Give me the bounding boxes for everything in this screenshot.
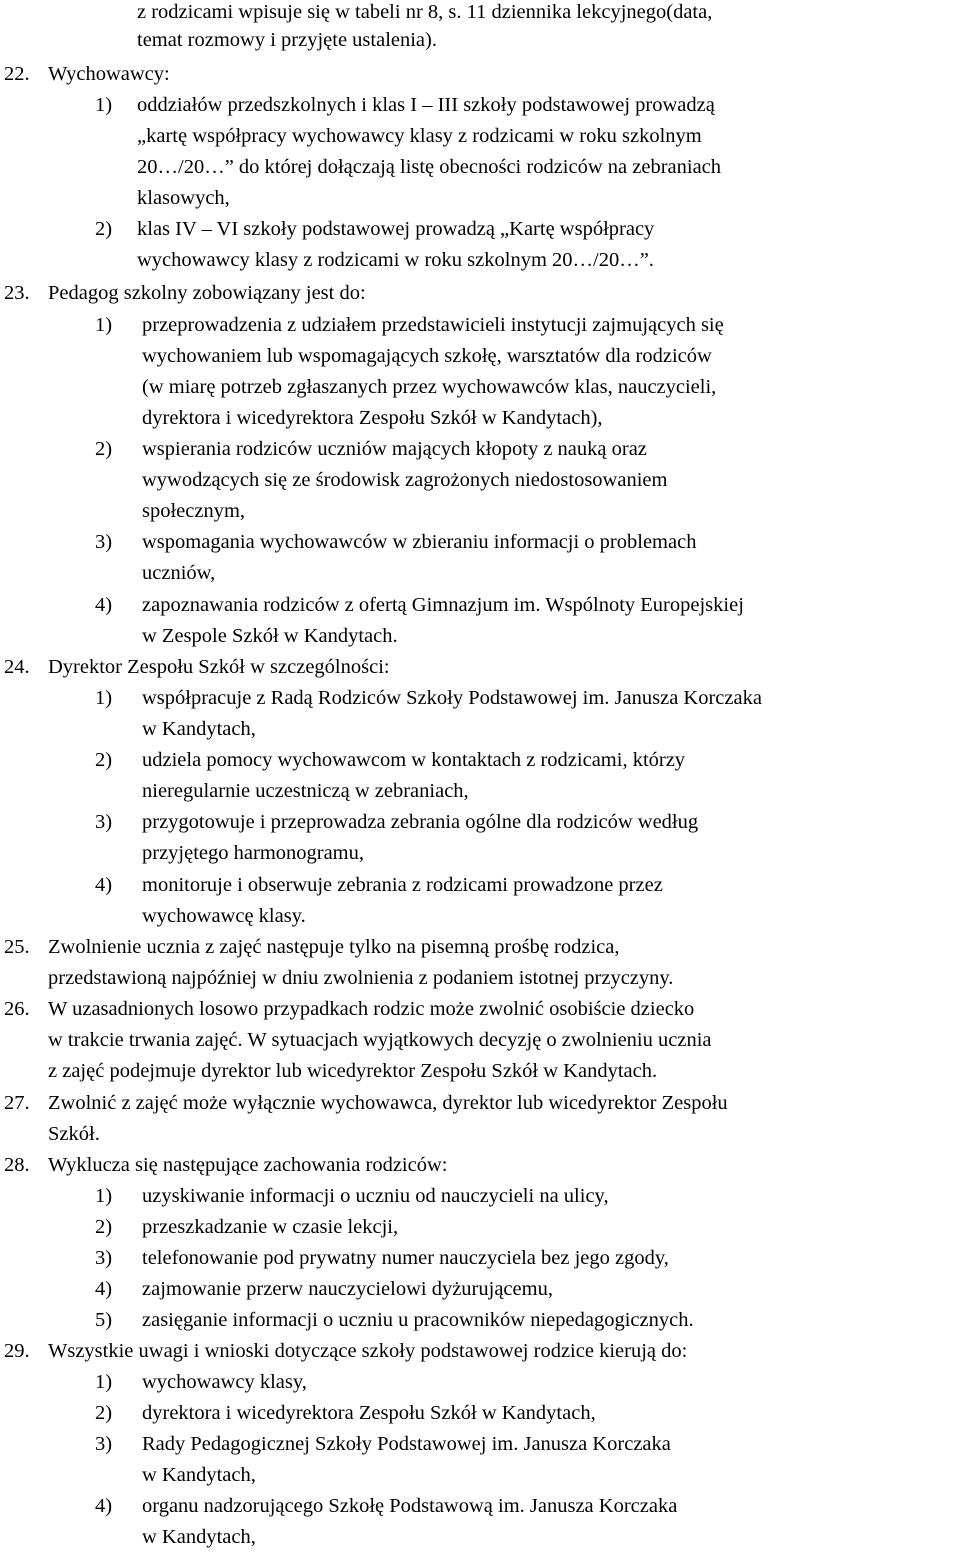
item-number: 26. (4, 998, 30, 1020)
text-line: w Zespole Szkół w Kandytach. (142, 625, 398, 647)
item-number: 28. (4, 1154, 30, 1176)
text-line: wychowawcę klasy. (142, 905, 306, 927)
subitem-number: 3) (95, 1247, 113, 1269)
text-line: w trakcie trwania zajęć. W sytuacjach wyjątkowych decyzję o zwolnieniu ucznia (48, 1029, 712, 1051)
text-line: przeprowadzenia z udziałem przedstawicieli instytucji zajmujących się (142, 314, 724, 336)
item-heading: Wychowawcy: (48, 63, 170, 85)
item-number: 29. (4, 1340, 30, 1362)
subitem-number: 1) (95, 687, 113, 709)
subitem-number: 2) (95, 1216, 113, 1238)
text-line: zapoznawania rodziców z ofertą Gimnazjum im. Wspólnoty Europejskiej (142, 594, 744, 616)
text-line: Zwolnić z zajęć może wyłącznie wychowawca, dyrektor lub wicedyrektor Zespołu (48, 1092, 728, 1114)
text-line: (w miarę potrzeb zgłaszanych przez wychowawców klas, nauczycieli, (142, 376, 717, 398)
item-heading: Dyrektor Zespołu Szkół w szczególności: (48, 656, 390, 678)
text-line: udziela pomocy wychowawcom w kontaktach z rodzicami, którzy (142, 749, 686, 771)
subitem-number: 1) (95, 94, 113, 116)
subitem-number: 1) (95, 314, 113, 336)
text-line: organu nadzorującego Szkołę Podstawową im. Janusza Korczaka (142, 1495, 678, 1517)
item-number: 22. (4, 63, 30, 85)
text-line: wywodzących się ze środowisk zagrożonych niedostosowaniem (142, 469, 668, 491)
text-line: wychowawcy klasy z rodzicami w roku szkolnym 20…/20…”. (137, 249, 654, 271)
text-line: 20…/20…” do której dołączają listę obecności rodziców na zebraniach (137, 156, 722, 178)
text-line: oddziałów przedszkolnych i klas I – III szkoły podstawowej prowadzą (137, 94, 715, 116)
text-line: W uzasadnionych losowo przypadkach rodzic może zwolnić osobiście dziecko (48, 998, 695, 1020)
text-line: klasowych, (137, 187, 230, 209)
subitem-number: 4) (95, 594, 113, 616)
item-heading: Wyklucza się następujące zachowania rodziców: (48, 1154, 448, 1176)
text-line: wspomagania wychowawców w zbieraniu informacji o problemach (142, 531, 697, 553)
subitem-number: 2) (95, 218, 113, 240)
text-line: przeszkadzanie w czasie lekcji, (142, 1216, 399, 1238)
text-line: nieregularnie uczestniczą w zebraniach, (142, 780, 469, 802)
text-line: przedstawioną najpóźniej w dniu zwolnienia z podaniem istotnej przyczyny. (48, 967, 674, 989)
text-line: wychowaniem lub wspomagających szkołę, warsztatów dla rodziców (142, 345, 712, 367)
subitem-number: 3) (95, 531, 113, 553)
text-line: społecznym, (142, 500, 246, 522)
text-line: „kartę współpracy wychowawcy klasy z rodzicami w roku szkolnym (137, 125, 702, 147)
text-line: telefonowanie pod prywatny numer nauczyciela bez jego zgody, (142, 1247, 669, 1269)
text-line: Zwolnienie ucznia z zajęć następuje tylko na pisemną prośbę rodzica, (48, 936, 620, 958)
subitem-number: 5) (95, 1309, 113, 1331)
subitem-number: 4) (95, 1278, 113, 1300)
item-number: 23. (4, 282, 30, 304)
text-line: klas IV – VI szkoły podstawowej prowadzą „Kartę współpracy (137, 218, 655, 240)
text-line: z rodzicami wpisuje się w tabeli nr 8, s. 11 dziennika lekcyjnego(data, (137, 1, 713, 23)
text-line: przygotowuje i przeprowadza zebrania ogólne dla rodziców według (142, 811, 699, 833)
subitem-number: 2) (95, 749, 113, 771)
subitem-number: 4) (95, 1495, 113, 1517)
text-line: wspierania rodziców uczniów mających kłopoty z nauką oraz (142, 438, 647, 460)
subitem-number: 3) (95, 1433, 113, 1455)
text-line: zasięganie informacji o uczniu u pracowników niepedagogicznych. (142, 1309, 694, 1331)
text-line: przyjętego harmonogramu, (142, 842, 365, 864)
subitem-number: 2) (95, 438, 113, 460)
text-line: Rady Pedagogicznej Szkoły Podstawowej im. Janusza Korczaka (142, 1433, 671, 1455)
item-number: 25. (4, 936, 30, 958)
subitem-number: 1) (95, 1371, 113, 1393)
subitem-number: 4) (95, 874, 113, 896)
text-line: monitoruje i obserwuje zebrania z rodzicami prowadzone przez (142, 874, 663, 896)
subitem-number: 1) (95, 1185, 113, 1207)
text-line: z zajęć podejmuje dyrektor lub wicedyrektor Zespołu Szkół w Kandytach. (48, 1060, 658, 1082)
text-line: wychowawcy klasy, (142, 1371, 307, 1393)
item-heading: Wszystkie uwagi i wnioski dotyczące szkoły podstawowej rodzice kierują do: (48, 1340, 688, 1362)
text-line: dyrektora i wicedyrektora Zespołu Szkół w Kandytach), (142, 407, 603, 429)
item-heading: Pedagog szkolny zobowiązany jest do: (48, 282, 366, 304)
text-line: w Kandytach, (142, 1464, 256, 1486)
text-line: uzyskiwanie informacji o uczniu od nauczycieli na ulicy, (142, 1185, 609, 1207)
text-line: w Kandytach, (142, 718, 256, 740)
text-line: w Kandytach, (142, 1526, 256, 1548)
item-number: 27. (4, 1092, 30, 1114)
item-number: 24. (4, 656, 30, 678)
subitem-number: 3) (95, 811, 113, 833)
text-line: współpracuje z Radą Rodziców Szkoły Podstawowej im. Janusza Korczaka (142, 687, 762, 709)
text-line: zajmowanie przerw nauczycielowi dyżurującemu, (142, 1278, 553, 1300)
text-line: uczniów, (142, 562, 216, 584)
text-line: Szkół. (48, 1123, 100, 1145)
subitem-number: 2) (95, 1402, 113, 1424)
text-line: temat rozmowy i przyjęte ustalenia). (137, 29, 437, 51)
text-line: dyrektora i wicedyrektora Zespołu Szkół w Kandytach, (142, 1402, 596, 1424)
